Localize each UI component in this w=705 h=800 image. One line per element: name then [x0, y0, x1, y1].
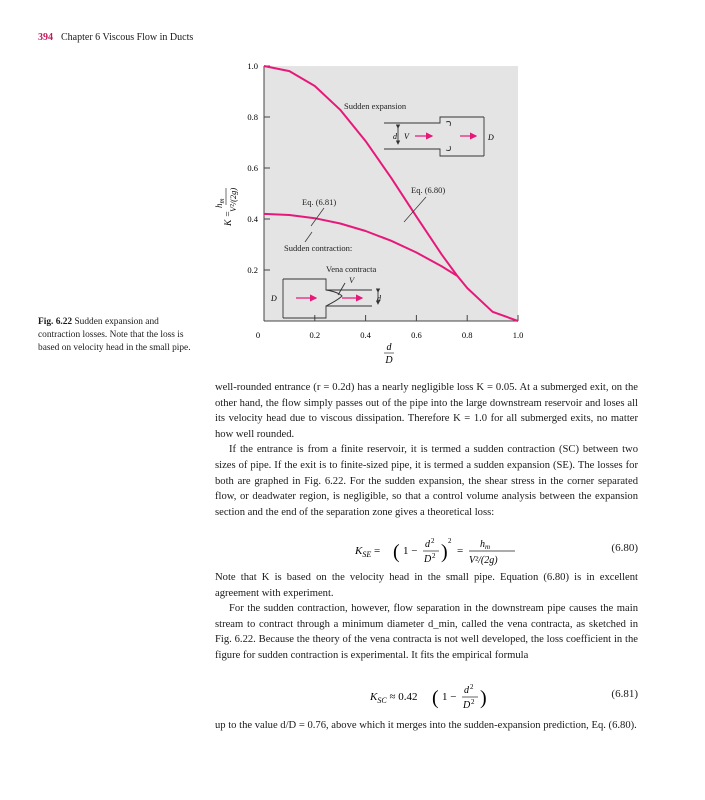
equation-6-81 — [215, 678, 638, 714]
expansion-label: Sudden expansion — [344, 101, 407, 111]
equation-6-81-number: (6.81) — [611, 688, 638, 700]
expansion-v-label: V — [404, 132, 409, 141]
contraction-D-label: D — [271, 294, 277, 303]
figure-caption — [38, 316, 198, 355]
expansion-d-label: d — [393, 132, 397, 141]
svg-text:2: 2 — [432, 552, 436, 560]
caption-text: Sudden expansion and contraction losses. Note that the loss is based on velocity head in the small pipe. — [38, 317, 191, 353]
svg-text:KSC ≈ 0.42: $K_{SC} \approx 0.42$ — [370, 691, 418, 705]
paragraph-1 — [215, 380, 638, 520]
page-number: 394 — [38, 32, 53, 43]
x-axis-label — [384, 342, 394, 366]
svg-text:2: 2 — [431, 537, 435, 545]
y-tick-label: 1.0 — [247, 61, 258, 71]
paragraph-2-text: If the entrance is from a finite reservoir, it is termed a sudden contraction (SC) between two sizes of pipe. If the exit is to finite-sized pipe, it is termed a sudden expansion (SE). The losses for both are graphed in Fig. 6.22. For the sudden expansion, the shear stress in the corner separated flow, or deadwater region, is negligible, so that a control volume analysis between the expansion section and the end of the separation zone gives a theoretical loss: — [215, 444, 638, 518]
y-tick-label: 0.2 — [247, 265, 258, 275]
svg-text:d: d — [425, 539, 430, 550]
svg-text:KSE =: $K_{SE}$ = — [355, 545, 381, 559]
paragraph-3-text: Note that K is based on the velocity head in the small pipe. Equation (6.80) is in excellent agreement with experiment. — [215, 572, 638, 599]
x-tick-label: 0.4 — [360, 330, 371, 340]
equation-6-80-number: (6.80) — [611, 542, 638, 554]
x-tick-label: 0.8 — [461, 330, 473, 340]
svg-text:hm: $h_m$ — [214, 198, 226, 208]
svg-text:2: 2 — [471, 698, 475, 706]
svg-text:D: D — [385, 355, 393, 366]
svg-text:D: D — [424, 554, 432, 565]
chapter-title: Chapter 6 Viscous Flow in Ducts — [61, 32, 194, 43]
svg-text:D: D — [463, 700, 471, 711]
svg-text:d: d — [386, 342, 392, 353]
svg-text:1 −: 1 − — [403, 545, 418, 557]
x-tick-label: 1.0 — [512, 330, 524, 340]
y-tick-label: 0.8 — [247, 112, 258, 122]
x-tick-label: 0.6 — [411, 330, 422, 340]
contraction-label: Sudden contraction: — [284, 243, 353, 253]
svg-text:=: = — [457, 545, 464, 557]
paragraph-1-text: well-rounded entrance (r = 0.2d) has a nearly negligible loss K = 0.05. At a submerged exit, on the other hand, the flow simply passes out of the pipe into the large downstream reservoir and loses all its velocity head due to viscous dissipation. Therefore K = 1.0 for all submerged exits, no matter how well rounded. — [215, 382, 638, 440]
y-axis-label — [214, 188, 238, 227]
svg-text:): ) — [441, 541, 448, 563]
y-tick-label: 0.6 — [247, 163, 258, 173]
v-label-contraction: V — [349, 275, 355, 285]
svg-text:(: ( — [432, 687, 439, 709]
svg-text:K =: K = — [224, 210, 234, 226]
expansion-D-label: D — [488, 133, 494, 142]
paragraph-4-text: For the sudden contraction, however, flow separation in the downstream pipe causes the main stream to contract through a minimum diameter d_min, called the vena contracta, as sketched in Fig. 6.22. Because the theory of the vena contracta is not well developed, the loss coefficient in the figure for sudden contraction is experimental. It fits the empirical formula — [215, 603, 638, 661]
contraction-d-label: d — [377, 294, 381, 303]
vena-contracta-label: Vena contracta — [326, 264, 377, 274]
eq81-label: Eq. (6.81) — [302, 197, 337, 207]
svg-text:1 −: 1 − — [442, 691, 457, 703]
svg-text:2: 2 — [448, 537, 452, 545]
svg-text:d: d — [464, 685, 469, 696]
paragraph-5-text: up to the value d/D = 0.76, above which it merges into the sudden-expansion prediction, Eq. (6.80). — [215, 720, 637, 731]
y-tick-label: 0.4 — [247, 214, 258, 224]
x-tick-label: 0.2 — [309, 330, 321, 340]
eq80-label: Eq. (6.80) — [411, 185, 446, 195]
svg-text:V²/(2g): V²/(2g) — [469, 555, 498, 566]
svg-text:hm: $h_m$ — [480, 539, 491, 551]
x-tick-label: 0 — [255, 330, 261, 340]
equation-6-80 — [215, 532, 638, 568]
caption-label: Fig. 6.22 — [38, 317, 73, 327]
svg-text:2: 2 — [470, 683, 474, 691]
paragraph-3 — [215, 570, 638, 664]
svg-text:V²/(2g): V²/(2g) — [228, 187, 238, 212]
paragraph-5 — [215, 718, 638, 734]
svg-text:(: ( — [393, 541, 400, 563]
svg-text:): ) — [480, 687, 487, 709]
